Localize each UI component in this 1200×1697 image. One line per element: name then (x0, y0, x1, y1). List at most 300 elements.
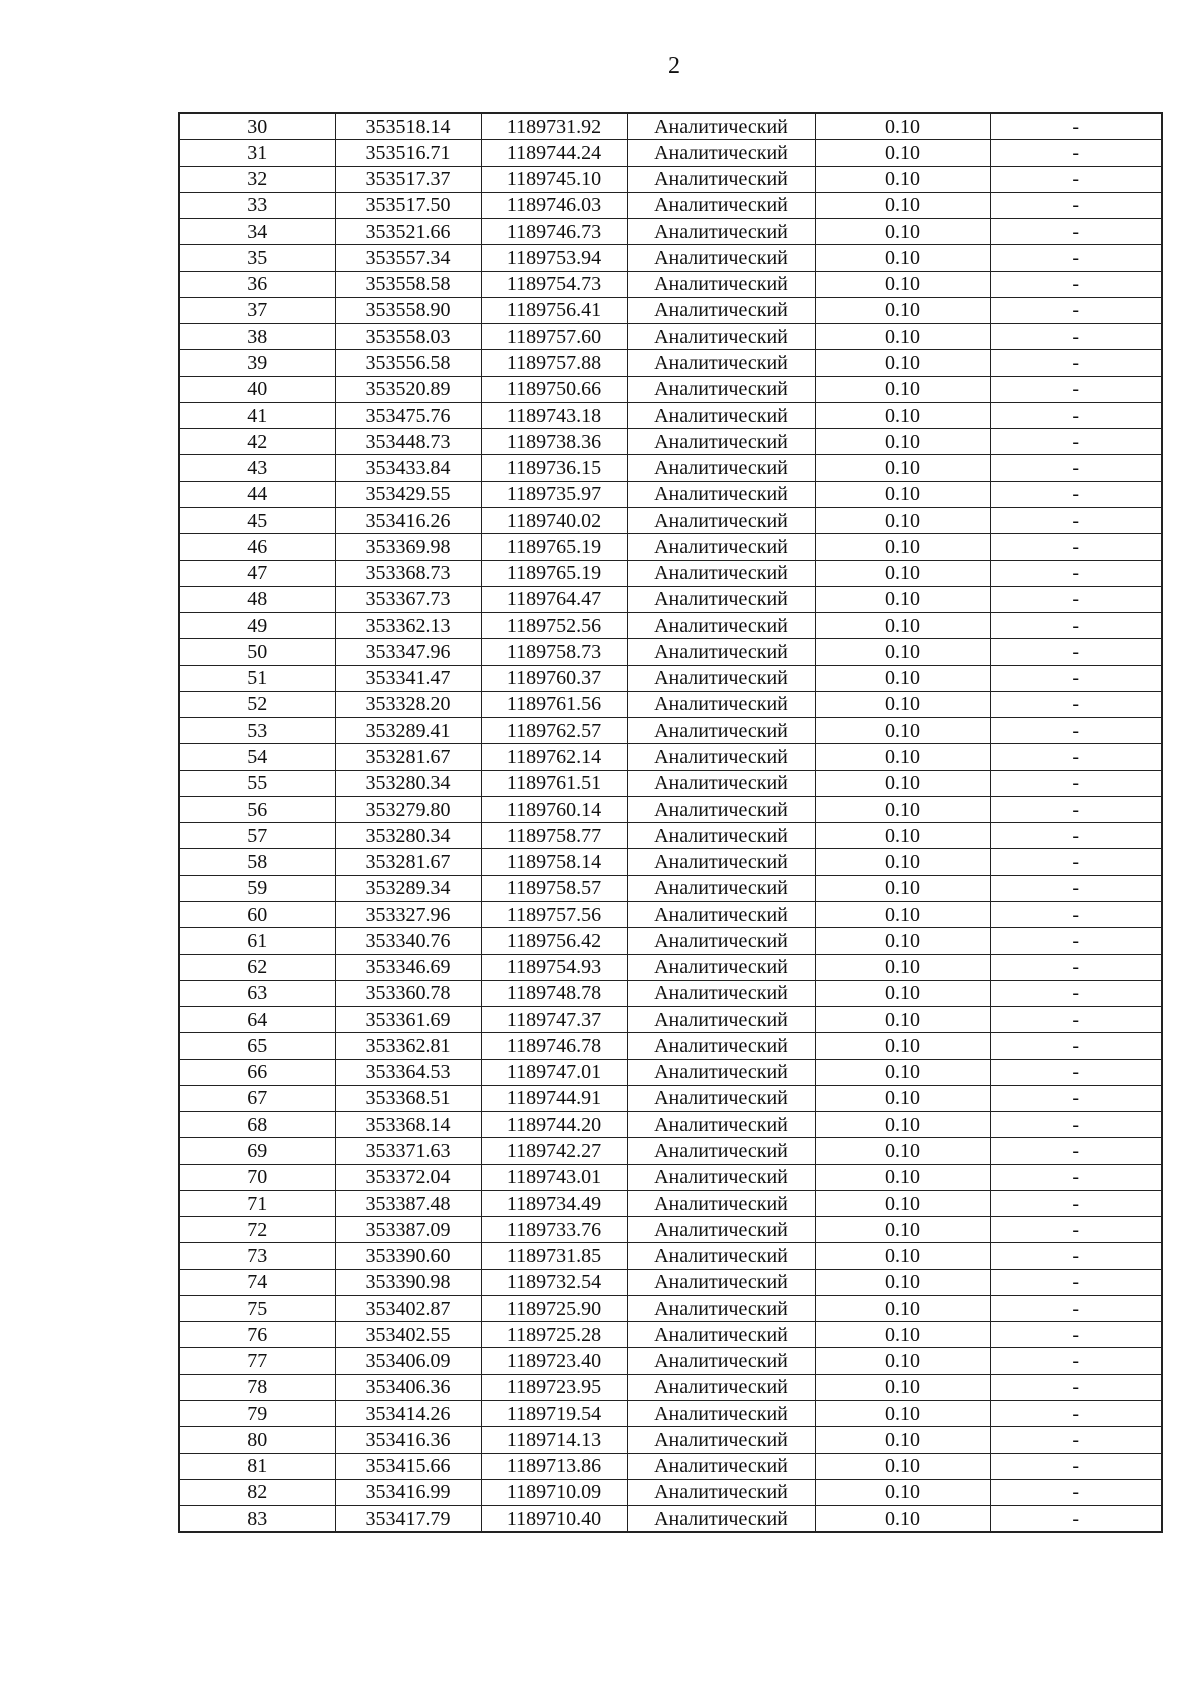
y-coordinate-cell: 1189758.57 (481, 875, 627, 901)
table-row (179, 613, 1162, 639)
coordinates-table-body (179, 113, 1162, 1532)
y-coordinate-cell: 1189756.42 (481, 928, 627, 954)
note-cell: - (990, 1164, 1162, 1190)
accuracy-cell: 0.10 (815, 1374, 990, 1400)
method-cell: Аналитический (627, 1059, 815, 1085)
point-number-cell: 72 (179, 1217, 335, 1243)
y-coordinate-cell: 1189746.78 (481, 1033, 627, 1059)
method-cell: Аналитический (627, 586, 815, 612)
y-coordinate-cell: 1189758.14 (481, 849, 627, 875)
note-cell: - (990, 1348, 1162, 1374)
point-number-cell: 47 (179, 560, 335, 586)
point-number-cell: 73 (179, 1243, 335, 1269)
x-coordinate-cell: 353368.73 (335, 560, 481, 586)
method-cell: Аналитический (627, 1506, 815, 1533)
y-coordinate-cell: 1189745.10 (481, 166, 627, 192)
table-row (179, 1085, 1162, 1111)
accuracy-cell: 0.10 (815, 507, 990, 533)
point-number-cell: 37 (179, 297, 335, 323)
x-coordinate-cell: 353390.60 (335, 1243, 481, 1269)
y-coordinate-cell: 1189752.56 (481, 613, 627, 639)
accuracy-cell: 0.10 (815, 166, 990, 192)
x-coordinate-cell: 353516.71 (335, 140, 481, 166)
table-row (179, 928, 1162, 954)
x-coordinate-cell: 353390.98 (335, 1269, 481, 1295)
method-cell: Аналитический (627, 665, 815, 691)
y-coordinate-cell: 1189757.60 (481, 324, 627, 350)
point-number-cell: 53 (179, 718, 335, 744)
y-coordinate-cell: 1189764.47 (481, 586, 627, 612)
table-row (179, 1479, 1162, 1505)
point-number-cell: 43 (179, 455, 335, 481)
point-number-cell: 54 (179, 744, 335, 770)
x-coordinate-cell: 353340.76 (335, 928, 481, 954)
y-coordinate-cell: 1189743.18 (481, 402, 627, 428)
method-cell: Аналитический (627, 455, 815, 481)
accuracy-cell: 0.10 (815, 1007, 990, 1033)
accuracy-cell: 0.10 (815, 140, 990, 166)
point-number-cell: 38 (179, 324, 335, 350)
note-cell: - (990, 1401, 1162, 1427)
table-row (179, 1348, 1162, 1374)
accuracy-cell: 0.10 (815, 718, 990, 744)
x-coordinate-cell: 353289.34 (335, 875, 481, 901)
method-cell: Аналитический (627, 823, 815, 849)
point-number-cell: 30 (179, 113, 335, 140)
x-coordinate-cell: 353360.78 (335, 980, 481, 1006)
table-row (179, 1112, 1162, 1138)
point-number-cell: 59 (179, 875, 335, 901)
table-row (179, 1164, 1162, 1190)
note-cell: - (990, 1138, 1162, 1164)
x-coordinate-cell: 353416.36 (335, 1427, 481, 1453)
method-cell: Аналитический (627, 928, 815, 954)
point-number-cell: 80 (179, 1427, 335, 1453)
note-cell: - (990, 1112, 1162, 1138)
point-number-cell: 41 (179, 402, 335, 428)
table-row (179, 1059, 1162, 1085)
method-cell: Аналитический (627, 1164, 815, 1190)
x-coordinate-cell: 353448.73 (335, 429, 481, 455)
method-cell: Аналитический (627, 1479, 815, 1505)
note-cell: - (990, 980, 1162, 1006)
y-coordinate-cell: 1189736.15 (481, 455, 627, 481)
method-cell: Аналитический (627, 140, 815, 166)
note-cell: - (990, 1427, 1162, 1453)
table-row (179, 980, 1162, 1006)
note-cell: - (990, 823, 1162, 849)
x-coordinate-cell: 353475.76 (335, 402, 481, 428)
accuracy-cell: 0.10 (815, 770, 990, 796)
method-cell: Аналитический (627, 718, 815, 744)
method-cell: Аналитический (627, 901, 815, 927)
accuracy-cell: 0.10 (815, 1138, 990, 1164)
point-number-cell: 32 (179, 166, 335, 192)
point-number-cell: 35 (179, 245, 335, 271)
y-coordinate-cell: 1189743.01 (481, 1164, 627, 1190)
accuracy-cell: 0.10 (815, 1453, 990, 1479)
x-coordinate-cell: 353517.50 (335, 192, 481, 218)
y-coordinate-cell: 1189765.19 (481, 534, 627, 560)
x-coordinate-cell: 353280.34 (335, 770, 481, 796)
x-coordinate-cell: 353557.34 (335, 245, 481, 271)
accuracy-cell: 0.10 (815, 219, 990, 245)
point-number-cell: 57 (179, 823, 335, 849)
note-cell: - (990, 113, 1162, 140)
table-row (179, 534, 1162, 560)
note-cell: - (990, 1059, 1162, 1085)
x-coordinate-cell: 353346.69 (335, 954, 481, 980)
accuracy-cell: 0.10 (815, 534, 990, 560)
method-cell: Аналитический (627, 113, 815, 140)
y-coordinate-cell: 1189742.27 (481, 1138, 627, 1164)
y-coordinate-cell: 1189748.78 (481, 980, 627, 1006)
table-row (179, 166, 1162, 192)
note-cell: - (990, 744, 1162, 770)
method-cell: Аналитический (627, 954, 815, 980)
x-coordinate-cell: 353517.37 (335, 166, 481, 192)
method-cell: Аналитический (627, 770, 815, 796)
x-coordinate-cell: 353558.58 (335, 271, 481, 297)
y-coordinate-cell: 1189757.88 (481, 350, 627, 376)
table-row (179, 245, 1162, 271)
point-number-cell: 56 (179, 796, 335, 822)
table-row (179, 718, 1162, 744)
point-number-cell: 79 (179, 1401, 335, 1427)
x-coordinate-cell: 353520.89 (335, 376, 481, 402)
table-row (179, 140, 1162, 166)
y-coordinate-cell: 1189710.09 (481, 1479, 627, 1505)
table-row (179, 901, 1162, 927)
accuracy-cell: 0.10 (815, 928, 990, 954)
x-coordinate-cell: 353416.99 (335, 1479, 481, 1505)
method-cell: Аналитический (627, 560, 815, 586)
method-cell: Аналитический (627, 980, 815, 1006)
accuracy-cell: 0.10 (815, 954, 990, 980)
note-cell: - (990, 1085, 1162, 1111)
x-coordinate-cell: 353416.26 (335, 507, 481, 533)
x-coordinate-cell: 353281.67 (335, 849, 481, 875)
point-number-cell: 82 (179, 1479, 335, 1505)
x-coordinate-cell: 353556.58 (335, 350, 481, 376)
point-number-cell: 50 (179, 639, 335, 665)
y-coordinate-cell: 1189756.41 (481, 297, 627, 323)
x-coordinate-cell: 353402.87 (335, 1295, 481, 1321)
y-coordinate-cell: 1189746.73 (481, 219, 627, 245)
table-row (179, 113, 1162, 140)
point-number-cell: 52 (179, 691, 335, 717)
y-coordinate-cell: 1189753.94 (481, 245, 627, 271)
x-coordinate-cell: 353402.55 (335, 1322, 481, 1348)
method-cell: Аналитический (627, 691, 815, 717)
method-cell: Аналитический (627, 324, 815, 350)
table-row (179, 665, 1162, 691)
accuracy-cell: 0.10 (815, 849, 990, 875)
point-number-cell: 60 (179, 901, 335, 927)
y-coordinate-cell: 1189760.37 (481, 665, 627, 691)
method-cell: Аналитический (627, 639, 815, 665)
accuracy-cell: 0.10 (815, 481, 990, 507)
point-number-cell: 49 (179, 613, 335, 639)
note-cell: - (990, 560, 1162, 586)
table-row (179, 586, 1162, 612)
method-cell: Аналитический (627, 1243, 815, 1269)
note-cell: - (990, 770, 1162, 796)
point-number-cell: 51 (179, 665, 335, 691)
method-cell: Аналитический (627, 245, 815, 271)
y-coordinate-cell: 1189735.97 (481, 481, 627, 507)
method-cell: Аналитический (627, 1295, 815, 1321)
method-cell: Аналитический (627, 1374, 815, 1400)
note-cell: - (990, 849, 1162, 875)
y-coordinate-cell: 1189738.36 (481, 429, 627, 455)
accuracy-cell: 0.10 (815, 1164, 990, 1190)
table-row (179, 1322, 1162, 1348)
x-coordinate-cell: 353328.20 (335, 691, 481, 717)
table-row (179, 639, 1162, 665)
y-coordinate-cell: 1189713.86 (481, 1453, 627, 1479)
y-coordinate-cell: 1189750.66 (481, 376, 627, 402)
point-number-cell: 46 (179, 534, 335, 560)
note-cell: - (990, 1479, 1162, 1505)
accuracy-cell: 0.10 (815, 1479, 990, 1505)
y-coordinate-cell: 1189754.73 (481, 271, 627, 297)
x-coordinate-cell: 353362.81 (335, 1033, 481, 1059)
x-coordinate-cell: 353387.09 (335, 1217, 481, 1243)
table-row (179, 849, 1162, 875)
point-number-cell: 44 (179, 481, 335, 507)
y-coordinate-cell: 1189740.02 (481, 507, 627, 533)
note-cell: - (990, 350, 1162, 376)
table-row (179, 1453, 1162, 1479)
table-row (179, 1243, 1162, 1269)
method-cell: Аналитический (627, 219, 815, 245)
note-cell: - (990, 376, 1162, 402)
table-row (179, 455, 1162, 481)
y-coordinate-cell: 1189733.76 (481, 1217, 627, 1243)
note-cell: - (990, 1322, 1162, 1348)
x-coordinate-cell: 353558.03 (335, 324, 481, 350)
x-coordinate-cell: 353368.14 (335, 1112, 481, 1138)
method-cell: Аналитический (627, 402, 815, 428)
accuracy-cell: 0.10 (815, 1506, 990, 1533)
note-cell: - (990, 796, 1162, 822)
point-number-cell: 45 (179, 507, 335, 533)
table-row (179, 507, 1162, 533)
table-row (179, 744, 1162, 770)
point-number-cell: 69 (179, 1138, 335, 1164)
table-row (179, 481, 1162, 507)
point-number-cell: 66 (179, 1059, 335, 1085)
accuracy-cell: 0.10 (815, 1085, 990, 1111)
point-number-cell: 33 (179, 192, 335, 218)
note-cell: - (990, 140, 1162, 166)
note-cell: - (990, 245, 1162, 271)
x-coordinate-cell: 353327.96 (335, 901, 481, 927)
x-coordinate-cell: 353521.66 (335, 219, 481, 245)
accuracy-cell: 0.10 (815, 271, 990, 297)
point-number-cell: 77 (179, 1348, 335, 1374)
table-row (179, 219, 1162, 245)
point-number-cell: 68 (179, 1112, 335, 1138)
table-row (179, 402, 1162, 428)
method-cell: Аналитический (627, 481, 815, 507)
point-number-cell: 74 (179, 1269, 335, 1295)
point-number-cell: 40 (179, 376, 335, 402)
point-number-cell: 63 (179, 980, 335, 1006)
x-coordinate-cell: 353387.48 (335, 1190, 481, 1216)
y-coordinate-cell: 1189723.40 (481, 1348, 627, 1374)
y-coordinate-cell: 1189731.92 (481, 113, 627, 140)
method-cell: Аналитический (627, 1453, 815, 1479)
note-cell: - (990, 691, 1162, 717)
x-coordinate-cell: 353347.96 (335, 639, 481, 665)
point-number-cell: 31 (179, 140, 335, 166)
accuracy-cell: 0.10 (815, 455, 990, 481)
y-coordinate-cell: 1189734.49 (481, 1190, 627, 1216)
accuracy-cell: 0.10 (815, 402, 990, 428)
table-row (179, 770, 1162, 796)
note-cell: - (990, 192, 1162, 218)
coordinates-table (178, 112, 1163, 1533)
y-coordinate-cell: 1189760.14 (481, 796, 627, 822)
y-coordinate-cell: 1189723.95 (481, 1374, 627, 1400)
accuracy-cell: 0.10 (815, 1269, 990, 1295)
x-coordinate-cell: 353361.69 (335, 1007, 481, 1033)
method-cell: Аналитический (627, 534, 815, 560)
point-number-cell: 81 (179, 1453, 335, 1479)
table-row (179, 1217, 1162, 1243)
accuracy-cell: 0.10 (815, 560, 990, 586)
note-cell: - (990, 613, 1162, 639)
note-cell: - (990, 1243, 1162, 1269)
table-row (179, 1190, 1162, 1216)
method-cell: Аналитический (627, 1033, 815, 1059)
x-coordinate-cell: 353341.47 (335, 665, 481, 691)
table-row (179, 1007, 1162, 1033)
point-number-cell: 64 (179, 1007, 335, 1033)
accuracy-cell: 0.10 (815, 901, 990, 927)
x-coordinate-cell: 353429.55 (335, 481, 481, 507)
accuracy-cell: 0.10 (815, 1322, 990, 1348)
method-cell: Аналитический (627, 1401, 815, 1427)
note-cell: - (990, 324, 1162, 350)
y-coordinate-cell: 1189719.54 (481, 1401, 627, 1427)
accuracy-cell: 0.10 (815, 350, 990, 376)
y-coordinate-cell: 1189758.77 (481, 823, 627, 849)
note-cell: - (990, 901, 1162, 927)
y-coordinate-cell: 1189761.51 (481, 770, 627, 796)
accuracy-cell: 0.10 (815, 980, 990, 1006)
y-coordinate-cell: 1189744.20 (481, 1112, 627, 1138)
accuracy-cell: 0.10 (815, 324, 990, 350)
x-coordinate-cell: 353279.80 (335, 796, 481, 822)
method-cell: Аналитический (627, 1085, 815, 1111)
note-cell: - (990, 1453, 1162, 1479)
note-cell: - (990, 1033, 1162, 1059)
y-coordinate-cell: 1189762.57 (481, 718, 627, 744)
table-row (179, 954, 1162, 980)
method-cell: Аналитический (627, 1348, 815, 1374)
note-cell: - (990, 271, 1162, 297)
point-number-cell: 42 (179, 429, 335, 455)
accuracy-cell: 0.10 (815, 586, 990, 612)
note-cell: - (990, 1506, 1162, 1533)
table-row (179, 1427, 1162, 1453)
y-coordinate-cell: 1189762.14 (481, 744, 627, 770)
point-number-cell: 61 (179, 928, 335, 954)
x-coordinate-cell: 353415.66 (335, 1453, 481, 1479)
y-coordinate-cell: 1189757.56 (481, 901, 627, 927)
note-cell: - (990, 507, 1162, 533)
table-row (179, 823, 1162, 849)
page-number: 2 (668, 53, 680, 79)
x-coordinate-cell: 353368.51 (335, 1085, 481, 1111)
method-cell: Аналитический (627, 744, 815, 770)
accuracy-cell: 0.10 (815, 245, 990, 271)
method-cell: Аналитический (627, 1269, 815, 1295)
accuracy-cell: 0.10 (815, 1217, 990, 1243)
x-coordinate-cell: 353433.84 (335, 455, 481, 481)
accuracy-cell: 0.10 (815, 1295, 990, 1321)
note-cell: - (990, 586, 1162, 612)
table-row (179, 1374, 1162, 1400)
point-number-cell: 76 (179, 1322, 335, 1348)
point-number-cell: 58 (179, 849, 335, 875)
accuracy-cell: 0.10 (815, 639, 990, 665)
table-row (179, 1401, 1162, 1427)
point-number-cell: 71 (179, 1190, 335, 1216)
accuracy-cell: 0.10 (815, 823, 990, 849)
point-number-cell: 48 (179, 586, 335, 612)
method-cell: Аналитический (627, 297, 815, 323)
method-cell: Аналитический (627, 507, 815, 533)
note-cell: - (990, 402, 1162, 428)
x-coordinate-cell: 353281.67 (335, 744, 481, 770)
accuracy-cell: 0.10 (815, 1401, 990, 1427)
method-cell: Аналитический (627, 613, 815, 639)
point-number-cell: 70 (179, 1164, 335, 1190)
y-coordinate-cell: 1189725.28 (481, 1322, 627, 1348)
table-row (179, 875, 1162, 901)
note-cell: - (990, 297, 1162, 323)
accuracy-cell: 0.10 (815, 429, 990, 455)
point-number-cell: 39 (179, 350, 335, 376)
accuracy-cell: 0.10 (815, 665, 990, 691)
accuracy-cell: 0.10 (815, 297, 990, 323)
y-coordinate-cell: 1189710.40 (481, 1506, 627, 1533)
method-cell: Аналитический (627, 1138, 815, 1164)
method-cell: Аналитический (627, 1322, 815, 1348)
method-cell: Аналитический (627, 1112, 815, 1138)
x-coordinate-cell: 353362.13 (335, 613, 481, 639)
note-cell: - (990, 481, 1162, 507)
point-number-cell: 75 (179, 1295, 335, 1321)
accuracy-cell: 0.10 (815, 796, 990, 822)
point-number-cell: 83 (179, 1506, 335, 1533)
note-cell: - (990, 1269, 1162, 1295)
table-row (179, 1269, 1162, 1295)
note-cell: - (990, 1295, 1162, 1321)
y-coordinate-cell: 1189746.03 (481, 192, 627, 218)
accuracy-cell: 0.10 (815, 113, 990, 140)
x-coordinate-cell: 353558.90 (335, 297, 481, 323)
table-row (179, 560, 1162, 586)
table-row (179, 691, 1162, 717)
x-coordinate-cell: 353414.26 (335, 1401, 481, 1427)
point-number-cell: 78 (179, 1374, 335, 1400)
y-coordinate-cell: 1189747.37 (481, 1007, 627, 1033)
